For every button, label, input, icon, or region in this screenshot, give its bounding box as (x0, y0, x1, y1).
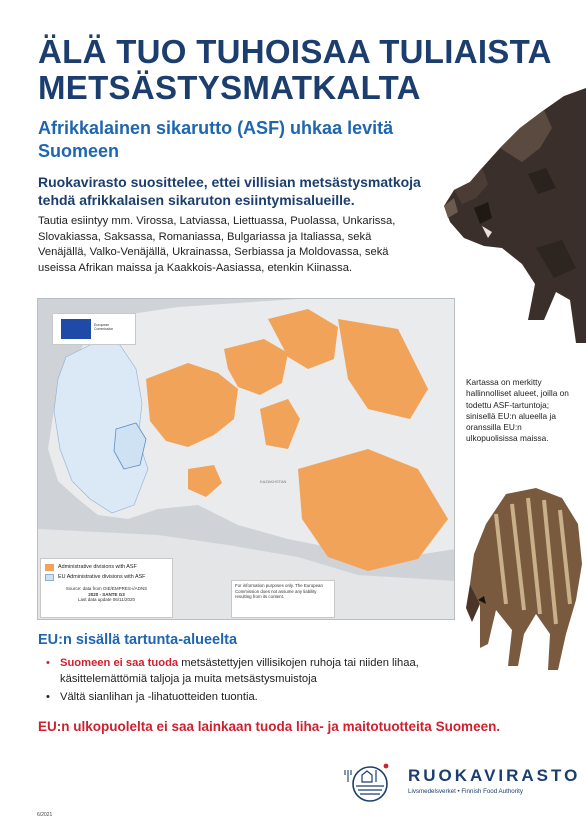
bullet-dot: • (46, 657, 50, 669)
asf-map (37, 298, 455, 620)
final-warning: EU:n ulkopuolelta ei saa lainkaan tuoda liha- ja maitotuotteita Suomeen. (38, 719, 501, 734)
farm-food-icon (340, 762, 400, 802)
country-list-paragraph: Tautia esiintyy mm. Virossa, Latviassa, Liettuassa, Puolassa, Unkarissa, Slovakiassa, Saksassa, Romaniassa, Bulgariassa ja Italiassa, sekä Venäjällä, Valko-Venäjällä, Ukrainassa, Serbiassa ja Moldovassa, sekä useissa Afrikan maissa ja Kaakkois-Aasiassa, etenkin Kiinassa. (38, 215, 396, 275)
map-side-note: Kartassa on merkitty hallinnolliset alueet, joilla on todettu ASF-tartuntoja; sinisellä EU:n alueella ja oranssilla EU:n ulkopuolisissa maissa. (466, 377, 569, 444)
source-line-1: Source: data from OIE/EMPRES-i/ADNS (65, 586, 148, 591)
eu-bullet-list (46, 656, 460, 709)
legend-label-asf: Administrative divisions with ASF (58, 563, 137, 570)
footer-date: 6/2021 (37, 812, 53, 818)
subtitle: Afrikkalainen sikarutto (ASF) uhkaa levitä Suomeen (38, 118, 394, 161)
legend-item-asf (45, 563, 137, 571)
ruokavirasto-logo (340, 762, 581, 802)
page-title (38, 34, 558, 106)
map-label-kazakhstan: KAZAKHSTAN (260, 479, 287, 484)
bullet-item-avoid-pork (46, 690, 460, 706)
eu-flag-icon (61, 319, 91, 339)
bullet-dot: • (46, 691, 50, 704)
bullet-text: metsästettyjen villisikojen ruhoja tai niiden lihaa, käsittelemättömiä taljoja ja muita metsästysmuistoja (60, 657, 419, 685)
lead-paragraph: Ruokavirasto suosittelee, ettei villisian metsästysmatkoja tehdä afrikkalaisen sikaruton esiintymisalueille. (38, 174, 421, 208)
source-line-3: Last data update 06/11/2020 (78, 597, 135, 603)
piglet-illustration (466, 484, 582, 674)
logo-name: RUOKAVIRASTO (408, 766, 581, 785)
eu-logo-line-1: European (94, 323, 110, 327)
title-line-2: METSÄSTYSMATKALTA (38, 69, 421, 106)
bullet-strong-text: Suomeen ei saa tuoda (60, 657, 179, 669)
legend-source (41, 586, 172, 603)
legend-item-eu-asf (45, 573, 145, 581)
logo-subtitle: Livsmedelsverket • Finnish Food Authority (408, 788, 523, 795)
eu-logo-line-2: Commission (94, 327, 114, 332)
eu-section-title: EU:n sisällä tartunta-alueelta (38, 632, 238, 648)
orange-swatch (45, 564, 54, 571)
legend-label-eu-asf: EU Administrative divisions with ASF (58, 573, 146, 580)
bullet-item-import-ban (46, 656, 460, 687)
bullet-text: Vältä sianlihan ja -lihatuotteiden tuontia. (60, 691, 258, 704)
title-line-1: ÄLÄ TUO TUHOISAA TULIAISTA (38, 33, 552, 70)
map-legend (40, 558, 173, 618)
european-commission-logo (52, 313, 136, 345)
source-line-2: 2020 - SANTE G3 (88, 591, 125, 597)
map-disclaimer: For information purposes only. The European Commission does not assume any liability resulting from its content. (231, 580, 335, 618)
wild-boar-illustration (436, 88, 586, 343)
blue-swatch (45, 574, 54, 581)
